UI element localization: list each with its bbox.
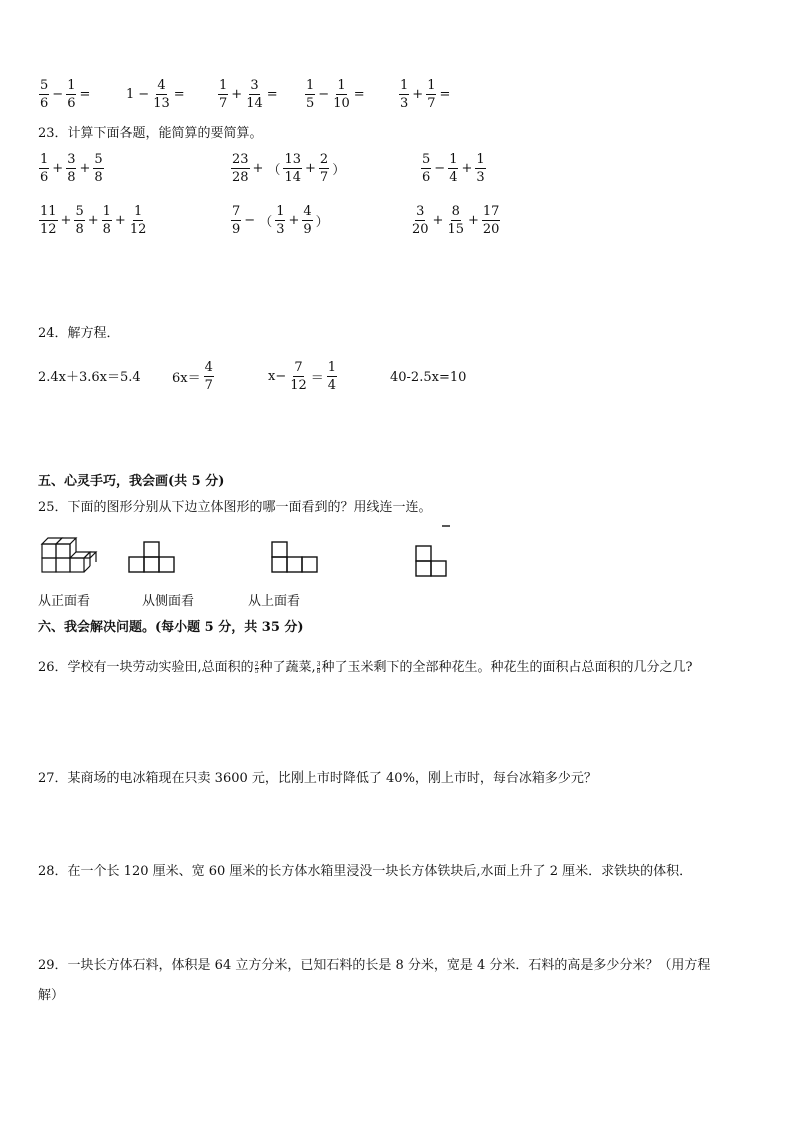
question-25-title: 25．下面的图形分别从下边立体图形的哪一面看到的？用线连一连。 bbox=[38, 500, 432, 515]
fraction: $\frac{1}{7}$ bbox=[427, 78, 436, 111]
question-28: 28．在一个长 120 厘米、宽 60 厘米的长方体水箱里浸没一块长方体铁块后,水面上升了 2 厘米．求铁块的体积． bbox=[38, 864, 693, 879]
question-29-line1: 29．一块长方体石料，体积是 64 立方分米，已知石料的长是 8 分米，宽是 4 分米．石料的高是多少分米？（用方程 bbox=[38, 958, 711, 973]
view-shape-1 bbox=[128, 540, 176, 576]
expression-23-2: $\frac{23}{28}$ + （ $\frac{13}{14}$ + $\frac{2}{7}$ ） bbox=[232, 152, 346, 185]
expression-23-4: $\frac{11}{12}$ + $\frac{5}{8}$ + $\frac{1}{8}$ + $\frac{1}{12}$ bbox=[40, 204, 147, 237]
fraction: $\frac{4}{13}$ bbox=[153, 78, 170, 111]
question-29-line2: 解） bbox=[38, 988, 65, 1003]
question-27: 27．某商场的电冰箱现在只卖 3600 元，比刚上市时降低了 40%，刚上市时，每台冰箱多少元？ bbox=[38, 771, 597, 786]
expression-23-1: $\frac{1}{6}$ + $\frac{3}{8}$ + $\frac{5}{8}$ bbox=[40, 152, 103, 185]
exercise-22-4: $\frac{1}{5}$ − $\frac{1}{10}$ = bbox=[306, 78, 365, 111]
fraction: $\frac{1}{10}$ bbox=[333, 78, 350, 111]
view-label-front: 从正面看 bbox=[38, 594, 91, 609]
solid-figure bbox=[40, 532, 98, 576]
expression-23-3: $\frac{5}{6}$ − $\frac{1}{4}$ + $\frac{1}{3}$ bbox=[422, 152, 485, 185]
exercise-22-3: $\frac{1}{7}$ + $\frac{3}{14}$ = bbox=[219, 78, 278, 111]
fraction: $\frac{1}{7}$ bbox=[219, 78, 228, 111]
fraction-small: $\frac{3}{8}$ bbox=[316, 660, 321, 675]
expression-23-6: $\frac{3}{20}$ + $\frac{8}{15}$ + $\frac{17}{20}$ bbox=[412, 204, 500, 237]
fraction: $\frac{5}{6}$ bbox=[40, 78, 49, 111]
question-26: 26．学校有一块劳动实验田,总面积的 $\frac{2}{5}$ 种了蔬菜, $\frac{3}{8}$ 种了玉米剩下的全部种花生。种花生的面积占总面积的几分之几? bbox=[38, 660, 693, 675]
view-label-top: 从上面看 bbox=[248, 594, 301, 609]
view-label-side: 从侧面看 bbox=[142, 594, 195, 609]
exercise-22-2: 1 − $\frac{4}{13}$ = bbox=[126, 78, 185, 111]
equation-24-4: 40-2.5x=10 bbox=[390, 370, 467, 385]
view-shape-2 bbox=[270, 540, 318, 576]
question-23-title: 23．计算下面各题，能简算的要简算。 bbox=[38, 126, 263, 141]
equation-24-3: x− $\frac{7}{12}$ ＝ $\frac{1}{4}$ bbox=[268, 360, 337, 393]
section-6-heading: 六、我会解决问题。(每小题 5 分，共 35 分) bbox=[38, 620, 304, 635]
expression-23-5: $\frac{7}{9}$ − （ $\frac{1}{3}$ + $\frac{4}{9}$ ） bbox=[232, 204, 329, 237]
exercise-22-5: $\frac{1}{3}$ + $\frac{1}{7}$ = bbox=[400, 78, 451, 111]
equation-24-2: 6x＝ $\frac{4}{7}$ bbox=[172, 360, 213, 393]
fraction: $\frac{1}{6}$ bbox=[67, 78, 76, 111]
question-24-title: 24．解方程． bbox=[38, 326, 120, 341]
equation-24-1: 2.4x＋3.6x＝5.4 bbox=[38, 370, 141, 385]
fraction: $\frac{3}{14}$ bbox=[246, 78, 263, 111]
view-shape-3 bbox=[414, 524, 454, 580]
fraction: $\frac{1}{5}$ bbox=[306, 78, 315, 111]
fraction-small: $\frac{2}{5}$ bbox=[254, 660, 259, 675]
exercise-22-1: $\frac{5}{6}$ − $\frac{1}{6}$ = bbox=[40, 78, 91, 111]
section-5-heading: 五、心灵手巧，我会画(共 5 分) bbox=[38, 474, 225, 489]
fraction: $\frac{1}{3}$ bbox=[400, 78, 409, 111]
